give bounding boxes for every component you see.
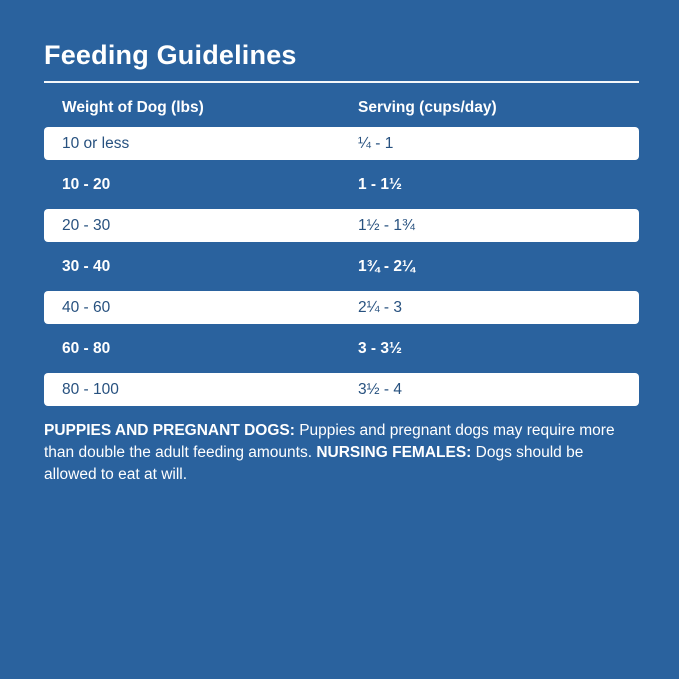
cell-serving: 3 - 3½: [358, 339, 402, 357]
column-header-weight: Weight of Dog (lbs): [62, 99, 204, 116]
table-row: [44, 291, 639, 324]
cell-serving: 1¾ - 2¼: [358, 257, 415, 275]
table-row: [44, 250, 639, 283]
table-row: [44, 373, 639, 406]
note-label-nursing: NURSING FEMALES:: [316, 444, 472, 461]
column-header-serving: Serving (cups/day): [358, 99, 497, 116]
cell-weight: 30 - 40: [62, 257, 111, 275]
feeding-table: [44, 83, 639, 406]
cell-weight: 40 - 60: [62, 298, 111, 316]
cell-serving: 3½ - 4: [358, 380, 402, 398]
feeding-note: [44, 420, 639, 486]
cell-weight: 60 - 80: [62, 339, 111, 357]
cell-serving: 1½ - 1¾: [358, 216, 415, 234]
cell-serving: 1 - 1½: [358, 175, 402, 193]
cell-weight: 80 - 100: [62, 380, 119, 398]
table-row: [44, 168, 639, 201]
page-title: Feeding Guidelines: [44, 40, 297, 70]
cell-serving: 2¼ - 3: [358, 298, 402, 316]
note-text-nursing: Dogs should be allowed to eat at will.: [44, 444, 584, 483]
cell-weight: 20 - 30: [62, 216, 111, 234]
note-label-puppies: PUPPIES AND PREGNANT DOGS:: [44, 422, 295, 439]
cell-weight: 10 or less: [62, 134, 130, 152]
table-header-row: [44, 83, 639, 127]
cell-weight: 10 - 20: [62, 175, 111, 193]
table-row: [44, 332, 639, 365]
table-row: [44, 209, 639, 242]
title-divider: [44, 81, 639, 83]
cell-serving: ¼ - 1: [358, 134, 394, 152]
note-text-puppies: Puppies and pregnant dogs may require more than double the adult feeding amounts.: [44, 422, 615, 461]
table-row: [44, 127, 639, 160]
